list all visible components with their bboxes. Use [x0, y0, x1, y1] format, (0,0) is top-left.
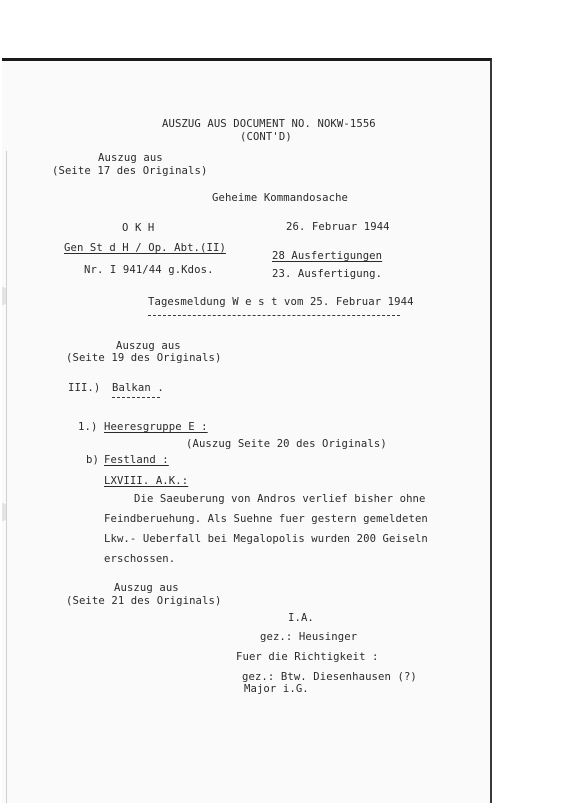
classification: Geheime Kommandosache — [212, 192, 349, 204]
subsection-number: 1.) — [78, 421, 98, 433]
excerpt-label: Auszug aus — [98, 152, 163, 164]
subsection-b-name: Festland : — [104, 454, 169, 466]
excerpt-source: (Seite 17 des Originals) — [52, 165, 208, 177]
punch-hole-mark — [2, 503, 6, 521]
body-line: Die Saeuberung von Andros verlief bisher ohne — [134, 493, 426, 505]
excerpt-label: Auszug aus — [116, 340, 181, 352]
excerpt-source: (Seite 19 des Originals) — [66, 352, 222, 364]
section-name: Balkan . — [112, 382, 164, 394]
signature-ia: I.A. — [288, 612, 314, 624]
certification: Fuer die Richtigkeit : — [236, 651, 379, 663]
document-date: 26. Februar 1944 — [286, 221, 390, 233]
body-line: Lkw.- Ueberfall bei Megalopolis wurden 200 Geiseln — [104, 533, 428, 545]
signature-name: gez.: Heusinger — [260, 631, 358, 643]
copy-number: 23. Ausfertigung. — [272, 268, 383, 280]
excerpt-label: Auszug aus — [114, 582, 179, 594]
subsection-name: Heeresgruppe E : — [104, 421, 208, 433]
reference-number: Nr. I 941/44 g.Kdos. — [84, 264, 214, 276]
section-underline — [112, 397, 160, 398]
subsection-b-number: b) — [86, 454, 99, 466]
punch-hole-mark — [2, 287, 6, 305]
document-title: AUSZUG AUS DOCUMENT NO. NOKW-1556 — [162, 118, 376, 130]
section-number: III.) — [68, 382, 101, 394]
copy-count: 28 Ausfertigungen — [272, 250, 383, 262]
report-title: Tagesmeldung W e s t vom 25. Februar 1944 — [148, 296, 414, 308]
body-line: Feindberuehung. Als Suehne fuer gestern gemeldeten — [104, 513, 428, 525]
subsection-reference: (Auszug Seite 20 des Originals) — [186, 438, 387, 450]
corps-label: LXVIII. A.K.: — [104, 475, 189, 487]
certification-signature: gez.: Btw. Diesenhausen (?) — [242, 671, 417, 683]
document-subtitle: (CONT'D) — [240, 131, 292, 143]
signer-rank: Major i.G. — [244, 683, 309, 695]
page-left-edge — [6, 151, 7, 803]
body-line: erschossen. — [104, 553, 176, 565]
title-underline — [148, 315, 400, 316]
okh-label: O K H — [122, 222, 155, 234]
excerpt-source: (Seite 21 des Originals) — [66, 595, 222, 607]
department: Gen St d H / Op. Abt.(II) — [64, 242, 226, 254]
